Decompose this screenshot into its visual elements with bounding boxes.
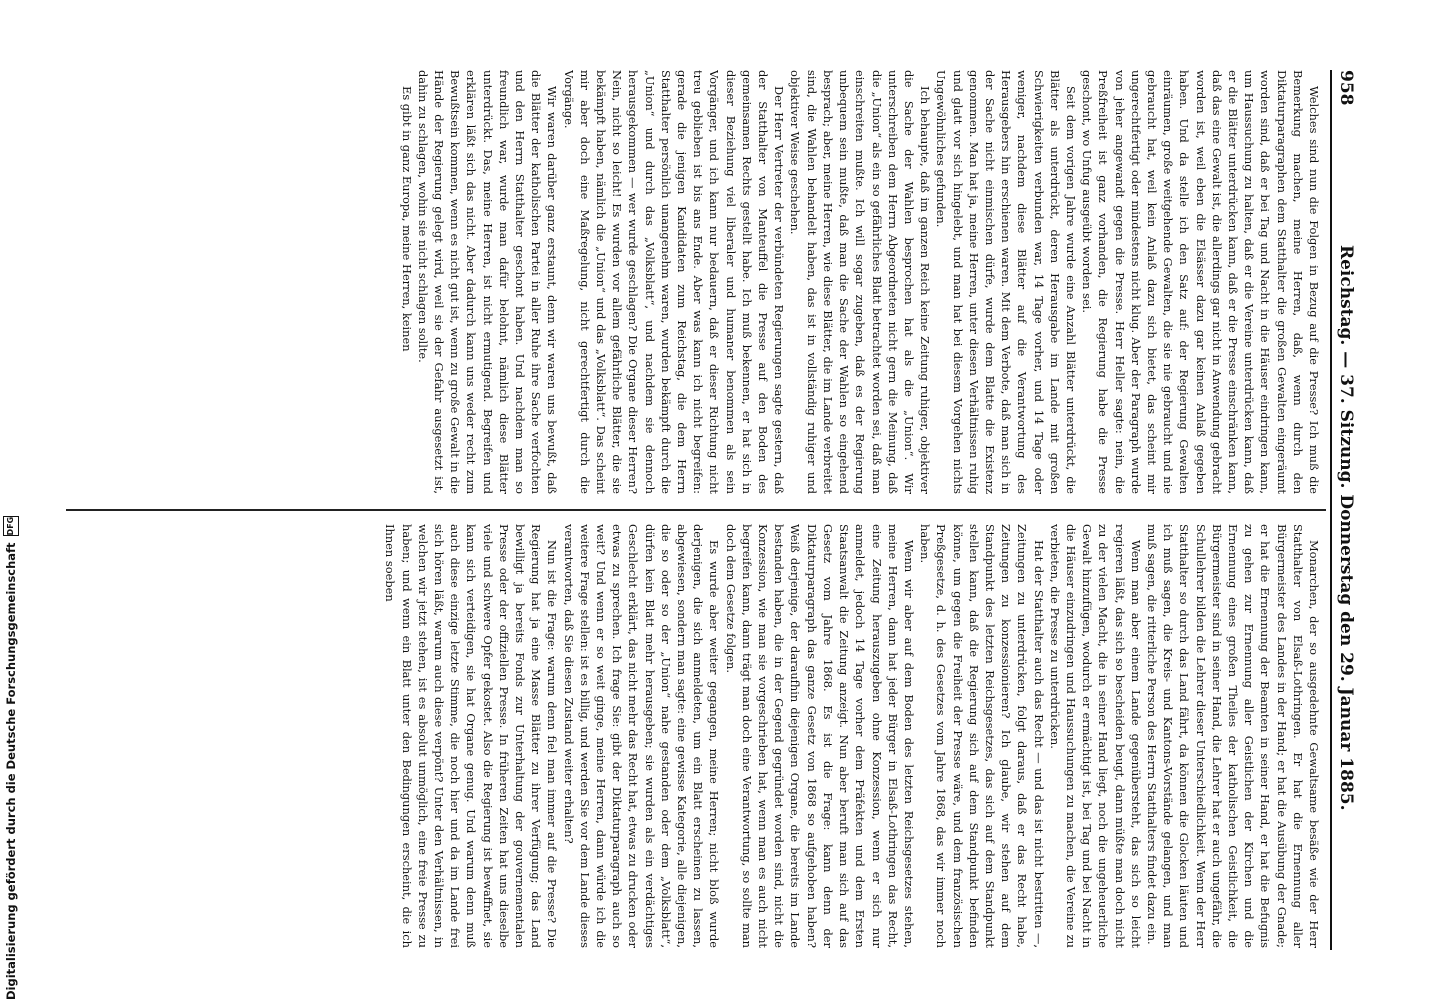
paragraph: Hat der Statthalter auch das Recht — und das ist nicht bestritten —, Zeitungen zu unterdrücken, folgt daraus, daß er das Recht habe, Zeitungen zu konzessionieren? Ich glaube, wir stehen auf dem Standpunkt des letzten Reichsgesetzes, das sich auf dem Standpunkt stellen kann, daß die Regierung sich auf dem Standpunkt befinden könne, um gegen die Freiheit der Presse wäre, und dem französischen Preßgesetze, d. h. des Gesetzes vom Jahre 1868, das wir immer noch haben.	[918, 524, 1046, 948]
page-title: Reichstag. — 37. Sitzung. Donnerstag den 29. Januar 1885.	[1336, 244, 1356, 811]
paragraph: Monarchen, der so ausgedehnte Gewaltsame besäße wie der Herr Statthalter von Elsaß-Lothringen. Er hat die Ernennung aller Bürgermeister des Landes in der Hand; er hat die Ausübung der Gnade; er hat die Ernennung der Beamten in seiner Hand, er hat die Befugnis zu gehen zur Ernennung aller Geistlichen der Kirchen und die Ernennung eines großen Theiles der katholischen Geistlichkeit, die Bürgermeister sind in seiner Hand, die Lehrer hat er auch ungefähr, die Schullehrer bilden die Lehrer dieser Unterschiedlichkeit. Wenn der Herr Statthalter so durch das Land fährt, da können die Glocken läuten und ich muß sagen, die Kreis- und Kantons-Vorstände gelangen, und man muß sagen, die ritterliche Person des Herrn Statthalters findet dazu ein.	[1144, 524, 1321, 948]
paragraph: Wenn man aber einem Lande gegenübersteht, das sich so leicht regieren läßt, das sich so bescheiden beugt, dann müßte man doch nicht zu der vielen Macht, die in seiner Hand liegt, noch die ungeheuerliche Gewalt hinzufügen, wodurch er ermächtigt ist, bei Tag und bei Nacht in die Häuser einzudringen und Haussuchungen zu machen, die Vereine zu verbieten, die Presse zu unterdrücken.	[1047, 524, 1143, 948]
page-header	[1330, 70, 1362, 950]
paragraph: Welches sind nun die Folgen in Bezug auf die Presse? Ich muß die Bemerkung machen, meine Herren, daß, wenn durch den Diktaturparagraphen dem Statthalter die großen Gewalten eingeräumt worden sind, daß er bei Tag und Nacht in die Häuser eindringen kann, um Haussuchung zu halten, daß er die Vereine unterdrücken kann, daß er die Blätter unterdrücken kann, daß er die Presse einschränken kann, daß das eine Gewalt ist, die allerdings gar nicht in Anwendung gebracht worden ist, weil eben die Elsässer dazu gar keinen Anlaß gegeben haben. Und da stelle ich den Satz auf: der Regierung Gewalten einräumen, große weitgehende Gewalten, die sie nie gebraucht und nie gebraucht hat, weil kein Anlaß dazu sich bietet, das scheint mir ungerechtfertigt oder mindestens nicht klug. Aber der Paragraph wurde von jeher angewandt gegen die Presse. Herr Heller sagte: nein, die Preßfreiheit ist ganz vorhanden, die Regierung habe die Presse geschont, wo Unfug ausgeübt worden sei.	[1080, 70, 1321, 494]
paragraph: Der Herr Vertreter der verbündeten Regierungen sagte gestern, daß der Statthalter von Manteuffel die Presse auf den Boden des gemeinsamen Rechts gestellt habe. Ich muß bekennen, er hat sich in dieser Beziehung viel liberaler und humaner benommen als sein Vorgänger, und ich kann nur bedauern, daß er dieser Richtung nicht treu geblieben ist bis ans Ende. Aber was kann ich nicht begreifen: gerade die jenigen Kandidaten zum Reichstag, die dem Herrn Statthalter persönlich unangenehm waren, wurden bekämpft durch die „Union“ und durch das „Volksblatt“, und nachdem sie dennoch herausgekommen — wer wurde geschlagen? Die Organe dieser Herren? Nein, nicht so leicht! Es wurden vor allem gefährliche Blätter, die sie bekämpft haben, nämlich die „Union“ und das „Volksblatt“. Das scheint mir aber doch eine Maßregelung, nicht gerechtfertigt durch die Vorgänge.	[561, 70, 787, 494]
paragraph: Nun ist die Frage: warum denn fiel man immer auf die Presse? Die Regierung hat ja eine Masse Blätter zu ihrer Verfügung; das Land bewilligt ja bereits Fonds zur Unterhaltung der gouvernementalen Presse oder der offiziellen Presse. In früheren Zeiten hat uns dieselbe viele und schwere Opfer gekostet. Also die Regierung ist bewaffnet, sie kann sich verteidigen, sie hat Organe genug. Und warum denn muß auch diese einzige letzte Stimme, die noch hier und da im Lande frei sich hören läßt, warum auch diese verpönt? Unter den Verhältnissen, in welchen wir jetzt stehen, ist es absolut unmöglich, eine freie Presse zu haben; und wenn ein Blatt unter den Bedingungen erscheint, die ich Ihnen soeben	[383, 524, 560, 948]
paragraph: Wenn wir aber auf dem Boden des letzten Reichsgesetzes stehen, meine Herren, dann hat jeder Bürger in Elsaß-Lothringen das Recht, eine Zeitung herauszugeben ohne Konzession, wenn er sich nur anmeldet, jedoch 14 Tage vorher dem Präfekten und dem Ersten Staatsanwalt die Zeitung anzeigt. Nun aber beruft man sich auf das Gesetz vom Jahre 1868. Es ist die Frage: kann denn der Diktaturparagraph das ganze Gesetz von 1868 so aufgehoben haben? Weiß derjenige, der daraufhin diejenigen Organe, die bereits im Lande bestanden haben, die in der Gegend gegründet worden sind, nicht die Konzession, wie man sie vorgeschrieben hat, wenn man es auch nicht begreifen kann, dann trägt man doch eine Verantwortung, so sollte man doch dem Gesetze folgen.	[723, 524, 916, 948]
page-content	[52, 70, 1362, 950]
paragraph: Es wurde aber weiter gegangen, meine Herren; nicht bloß wurde derjenigen, die sich anmeldeten, um ein Blatt erscheinen zu lassen, abgewiesen, sondern man sagte: eine gewisse Kategorie, alle diejenigen, die so oder so der „Union“ nahe gestanden oder dem „Volksblatt“, dürfen kein Blatt mehr herausgeben; sie wurden als ein verdächtiges Geschlecht erklärt, das nicht mehr das Recht hat, etwas zu drucken oder etwas zu sprechen. Ich frage Sie: gibt der Diktaturparagraph auch so weit? Und wenn er so weit ginge, meine Herren, dann würde ich die weitere Frage stellen: ist es billig, und werden Sie vor dem Lande dieses verantworten, daß Sie diesen Zustand weiter erhalten?	[561, 524, 722, 948]
paragraph: Ich behaupte, daß im ganzen Reich keine Zeitung ruhiger, objektiver die Sache der Wahlen besprochen hat als die „Union“. Wir unterschreiben dem Herrn Abgeordneten nicht gern die Meinung, daß die „Union“ als ein so gefährliches Blatt betrachtet worden sei, daß man einschreiten mußte. Ich will sogar zugeben, daß es der Regierung unbequem sein mußte, daß man die Sache der Wahlen so eingehend besprach; aber, meine Herren, wie diese Blätter, die im Lande verbreitet sind, die Wahlen behandelt haben, das ist in vollständig ruhiger und objektiver Weise geschehen.	[788, 70, 933, 494]
right-column	[67, 524, 1322, 948]
paragraph: Wir waren darüber ganz erstaunt, denn wir waren uns bewußt, daß die Blätter der katholischen Partei in aller Ruhe ihre Sache verfochten und den Herrn Statthalter geschont haben. Und nachdem man so freundlich war, wurde man dafür belohnt, nämlich diese Blätter unterdrückt. Das, meine Herren, ist nicht ermutigend. Begreifen und erklären läßt sich das nicht. Aber dadurch kann uns weder recht zum Bewußtsein kommen, wenn es nicht gut ist, wenn zu große Gewalt in die Hände der Regierung gelegt wird, weil sie der Gefahr ausgesetzt ist, dahin zu schlagen, wohin sie nicht schlagen sollte.	[415, 70, 560, 494]
dfg-logo-icon: DFG	[3, 516, 19, 537]
column-divider	[66, 509, 1326, 511]
paragraph: Es gibt in ganz Europa, meine Herren, keinen	[399, 86, 414, 352]
paragraph: Seit dem vorigen Jahre wurde eine Anzahl Blätter unterdrückt, die Blätter als unterdrückt, deren Herausgabe im Lande mit großen Schwierigkeiten verbunden war, 14 Tage vorher, und 14 Tage oder weniger, nachdem diese Blätter auf die Verantwortung des Herausgebers hin erschienen waren. Mit dem Verbote, daß man sich in der Sache nicht einmischen dürfe, wurde dem Blatte die Existenz genommen. Man hat ja, meine Herren, unter diesen Verhältnissen ruhig und glatt vor sich hingelebt, und man hat bei diesem Vorgehen nichts Ungewöhnliches gefunden.	[934, 70, 1078, 494]
page-number: 958	[1336, 70, 1356, 106]
left-column	[67, 70, 1322, 494]
dfg-footer	[0, 516, 22, 1000]
dfg-footer-text: Digitalisierung gefördert durch die Deutsche Forschungsgemeinschaft	[4, 542, 18, 1000]
